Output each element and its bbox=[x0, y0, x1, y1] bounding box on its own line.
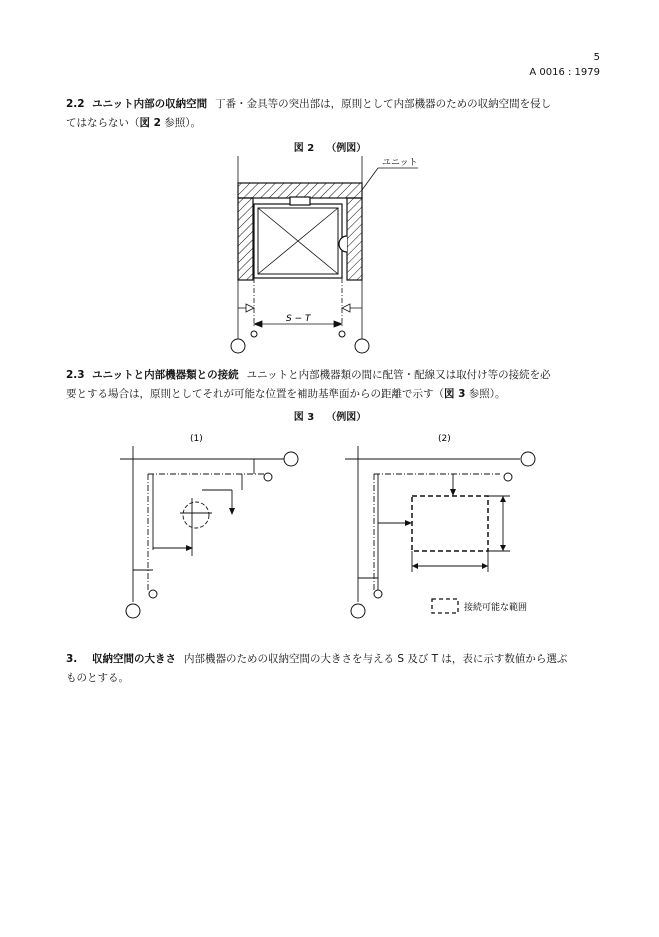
section-number: 3. bbox=[66, 653, 78, 665]
figure-reference: 図 3 bbox=[444, 387, 466, 400]
subfigure-1 bbox=[120, 446, 290, 602]
figure-example-label: （例図） bbox=[326, 412, 367, 423]
section-body-cont: 要とする場合は，原則としてそれが可能な位置を補助基準面からの距離で示す（ bbox=[66, 387, 444, 400]
section-heading: ユニットと内部機器類との接続 bbox=[92, 369, 239, 381]
document-number: A 0016 : 1979 bbox=[529, 67, 600, 78]
subfigure-2 bbox=[345, 446, 520, 602]
subfigure-1-label: (1) bbox=[190, 434, 203, 444]
section-body: ユニットと内部機器類の間に配管・配線又は取付け等の接続を必 bbox=[246, 369, 551, 381]
figure-example-label: （例図） bbox=[326, 143, 367, 154]
subfigure-2-circles bbox=[351, 452, 535, 618]
dimension-label: S − T bbox=[286, 314, 311, 324]
subfigure-2-label: (2) bbox=[438, 434, 451, 444]
section-number: 2.2 bbox=[66, 98, 85, 110]
section-body-cont: ものとする。 bbox=[66, 671, 129, 684]
section-body-cont: てはならない（ bbox=[66, 116, 140, 129]
unit-label: ユニット bbox=[382, 158, 418, 168]
legend-label: 接続可能な範囲 bbox=[464, 603, 528, 613]
section-3 bbox=[66, 650, 606, 687]
subfigure-1-arrows bbox=[186, 508, 235, 551]
section-body: 丁番・金具等の突出部は，原則として内部機器のための収納空間を侵し bbox=[215, 98, 552, 110]
legend-dashed-box bbox=[432, 599, 458, 613]
subfigure-1-circles bbox=[126, 452, 298, 618]
section-body-end: 参照）。 bbox=[465, 387, 506, 400]
figure-label: 図 3 bbox=[293, 412, 315, 423]
section-heading: ユニット内部の収納空間 bbox=[92, 98, 208, 110]
subfigure-2-arrows bbox=[405, 489, 506, 569]
section-heading: 収納空間の大きさ bbox=[92, 653, 176, 665]
section-body: 内部機器のための収納空間の大きさを与える S 及び T は，表に示す数値から選ぶ bbox=[184, 653, 568, 665]
section-body-end: 参照）。 bbox=[160, 116, 202, 129]
figure-label: 図 2 bbox=[293, 143, 315, 154]
figure-reference: 図 2 bbox=[139, 116, 161, 129]
page-number: 5 bbox=[593, 52, 600, 63]
section-number: 2.3 bbox=[66, 369, 85, 381]
